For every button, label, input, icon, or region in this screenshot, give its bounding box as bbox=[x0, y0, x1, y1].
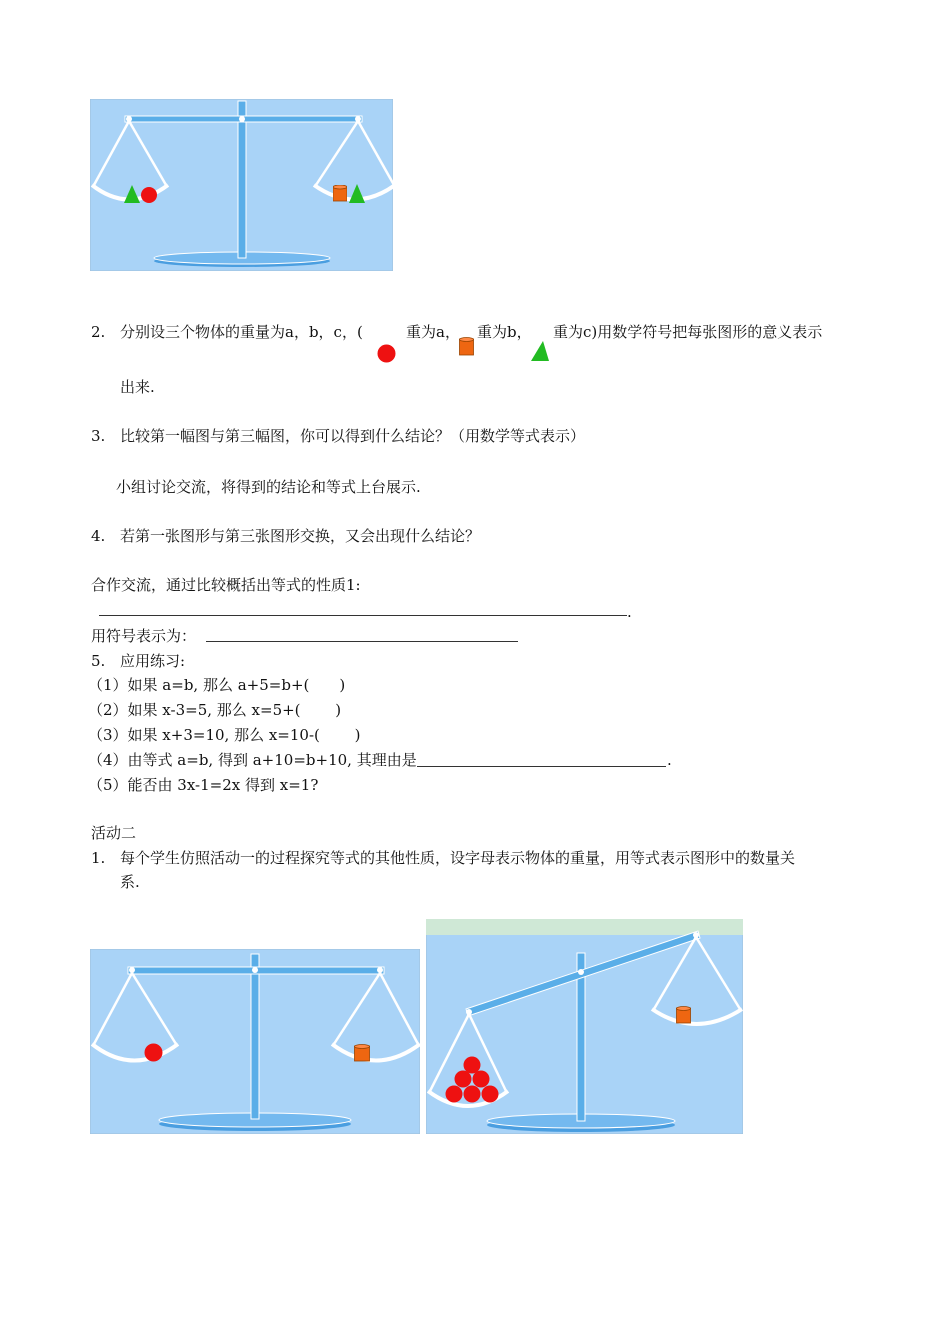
ball-icon bbox=[463, 1085, 481, 1103]
cylinder-icon bbox=[676, 1006, 691, 1025]
q5-item-5: （5）能否由 3x-1=2x 得到 x=1? bbox=[88, 776, 319, 794]
activity2-title: 活动二 bbox=[91, 824, 137, 842]
q5-text: 应用练习: bbox=[120, 652, 186, 670]
balance-figure-2 bbox=[90, 949, 420, 1134]
activity2-line1: 每个学生仿照活动一的过程探究等式的其他性质，设字母表示物体的重量，用等式表示图形中的数量关 bbox=[120, 849, 796, 867]
q5-item-1: （1）如果 a=b, 那么 a+5=b+( ) bbox=[88, 676, 346, 694]
ball-icon bbox=[140, 186, 158, 204]
coop-text: 合作交流，通过比较概括出等式的性质1: bbox=[91, 576, 361, 594]
answer-blank-symbol[interactable] bbox=[206, 641, 518, 642]
answer-blank-property1[interactable] bbox=[99, 615, 627, 616]
q5-item-4: （4）由等式 a=b, 得到 a+10=b+10, 其理由是 bbox=[88, 751, 417, 769]
q2-text-part1: 分别设三个物体的重量为a，b，c，( bbox=[120, 323, 363, 341]
triangle-icon bbox=[124, 185, 140, 203]
ball-icon bbox=[144, 1043, 163, 1062]
q3-subtext: 小组讨论交流，将得到的结论和等式上台展示. bbox=[116, 478, 421, 496]
balance-figure-3 bbox=[426, 919, 743, 1134]
balance-figure-1 bbox=[90, 99, 393, 271]
q4-number: 4. bbox=[91, 527, 106, 545]
ball-icon bbox=[481, 1085, 499, 1103]
cylinder-icon bbox=[333, 185, 347, 203]
answer-blank-reason[interactable] bbox=[417, 766, 666, 767]
ball-icon bbox=[377, 344, 396, 363]
q2-continuation: 出来. bbox=[120, 378, 155, 396]
ball-icon bbox=[445, 1085, 463, 1103]
cylinder-icon bbox=[354, 1044, 370, 1063]
q5-item-2: （2）如果 x-3=5, 那么 x=5+( ) bbox=[88, 701, 342, 719]
q2-text-part2: 重为a， bbox=[406, 323, 460, 341]
symbol-label: 用符号表示为： bbox=[91, 627, 197, 645]
triangle-icon bbox=[531, 341, 549, 361]
activity2-line2: 系. bbox=[120, 873, 140, 891]
q2-number: 2. bbox=[91, 323, 106, 341]
q3-number: 3. bbox=[91, 427, 106, 445]
activity2-number: 1. bbox=[91, 849, 106, 867]
q3-text: 比较第一幅图与第三幅图，你可以得到什么结论？（用数学等式表示） bbox=[120, 427, 586, 445]
q5-number: 5. bbox=[91, 652, 106, 670]
q5-item-4-period: . bbox=[667, 751, 672, 769]
q2-text-part3: 重为b， bbox=[477, 323, 532, 341]
coop-period: . bbox=[627, 603, 632, 621]
q4-text: 若第一张图形与第三张图形交换，又会出现什么结论？ bbox=[120, 527, 481, 545]
cylinder-icon bbox=[459, 337, 474, 357]
q5-item-3: （3）如果 x+3=10, 那么 x=10-( ) bbox=[88, 726, 361, 744]
triangle-icon bbox=[349, 184, 365, 203]
q2-text-part4: 重为c)用数学符号把每张图形的意义表示 bbox=[553, 323, 823, 341]
